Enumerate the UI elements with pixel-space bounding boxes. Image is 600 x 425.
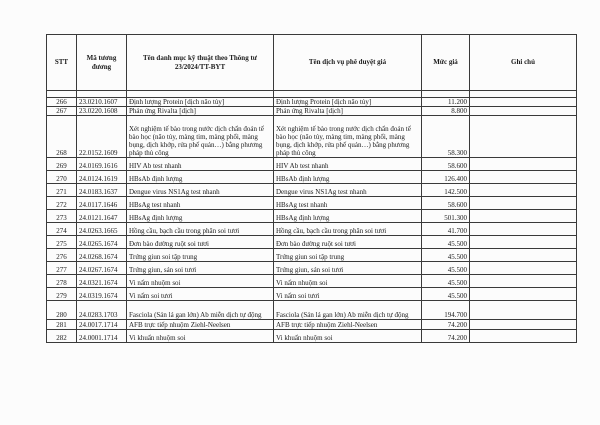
table-row (47, 158, 577, 171)
header-service-name: Tên dịch vụ phê duyệt giá (274, 35, 422, 91)
row-service-name: AFB trực tiếp nhuộm Ziehl-Neelsen (274, 320, 422, 330)
row-code: 24.0001.1714 (77, 330, 127, 343)
row-name-circular: Vi nấm nhuộm soi (127, 275, 274, 288)
row-price: 45.500 (422, 288, 470, 301)
table-row (47, 236, 577, 249)
row-note (470, 197, 577, 210)
row-note (470, 223, 577, 236)
row-service-name: Vi nấm nhuộm soi (274, 275, 422, 288)
row-price: 45.500 (422, 275, 470, 288)
row-price: 142.500 (422, 184, 470, 197)
row-note (470, 98, 577, 107)
header-price: Mức giá (422, 35, 470, 91)
table-body (47, 98, 577, 343)
row-stt: 278 (47, 275, 77, 288)
row-service-name: Vi nấm soi tươi (274, 288, 422, 301)
row-price: 45.500 (422, 262, 470, 275)
header-code: Mã tương đương (77, 35, 127, 91)
row-note (470, 158, 577, 171)
row-code: 24.0117.1646 (77, 197, 127, 210)
row-price: 11.200 (422, 98, 470, 107)
table-header-row (47, 35, 577, 91)
row-price: 74.200 (422, 330, 470, 343)
row-code: 24.0121.1647 (77, 210, 127, 223)
row-name-circular: Trứng giun soi tập trung (127, 249, 274, 262)
row-name-circular: Xét nghiệm tế bào trong nước dịch chẩn đoán tế bào học (não tủy, màng tim, màng phổi, màng bụng, dịch khớp, rửa phế quản…) bằng phương pháp thủ công (127, 116, 274, 158)
table-row (47, 223, 577, 236)
table-row (47, 184, 577, 197)
row-price: 194.700 (422, 301, 470, 320)
row-price: 41.700 (422, 223, 470, 236)
row-stt: 266 (47, 98, 77, 107)
row-name-circular: Trứng giun, sán soi tươi (127, 262, 274, 275)
row-code: 24.0319.1674 (77, 288, 127, 301)
row-stt: 274 (47, 223, 77, 236)
row-service-name: Dengue virus NS1Ag test nhanh (274, 184, 422, 197)
table-row (47, 107, 577, 116)
row-name-circular: Hồng cầu, bạch cầu trong phân soi tươi (127, 223, 274, 236)
row-name-circular: HIV Ab test nhanh (127, 158, 274, 171)
row-code: 24.0267.1674 (77, 262, 127, 275)
row-stt: 270 (47, 171, 77, 184)
row-service-name: Trứng giun soi tập trung (274, 249, 422, 262)
row-note (470, 275, 577, 288)
row-stt: 282 (47, 330, 77, 343)
row-price: 126.400 (422, 171, 470, 184)
row-stt: 281 (47, 320, 77, 330)
row-code: 23.0220.1608 (77, 107, 127, 116)
row-stt: 280 (47, 301, 77, 320)
row-price: 74.200 (422, 320, 470, 330)
row-name-circular: Định lượng Protein [dịch não tủy] (127, 98, 274, 107)
header-name-circular: Tên danh mục kỹ thuật theo Thông tư 23/2024/TT-BYT (127, 35, 274, 91)
row-note (470, 210, 577, 223)
row-name-circular: Fasciola (Sán lá gan lớn) Ab miễn dịch tự động (127, 301, 274, 320)
row-name-circular: HBsAg test nhanh (127, 197, 274, 210)
row-note (470, 236, 577, 249)
row-price: 58.600 (422, 158, 470, 171)
header-gap-row (47, 91, 577, 98)
row-price: 501.300 (422, 210, 470, 223)
row-price: 58.600 (422, 197, 470, 210)
row-code: 24.0183.1637 (77, 184, 127, 197)
table-row (47, 197, 577, 210)
row-note (470, 184, 577, 197)
row-code: 24.0124.1619 (77, 171, 127, 184)
row-name-circular: AFB trực tiếp nhuộm Ziehl-Neelsen (127, 320, 274, 330)
row-name-circular: Vi nấm soi tươi (127, 288, 274, 301)
row-service-name: HBsAg test nhanh (274, 197, 422, 210)
table-row (47, 210, 577, 223)
row-code: 24.0268.1674 (77, 249, 127, 262)
header-note: Ghi chú (470, 35, 577, 91)
row-code: 24.0321.1674 (77, 275, 127, 288)
table-row (47, 262, 577, 275)
row-code: 22.0152.1609 (77, 116, 127, 158)
row-stt: 277 (47, 262, 77, 275)
row-note (470, 330, 577, 343)
row-note (470, 262, 577, 275)
row-service-name: Hồng cầu, bạch cầu trong phân soi tươi (274, 223, 422, 236)
table-row (47, 249, 577, 262)
table-row (47, 275, 577, 288)
row-name-circular: Đơn bào đường ruột soi tươi (127, 236, 274, 249)
row-code: 24.0283.1703 (77, 301, 127, 320)
row-service-name: HBsAg định lượng (274, 210, 422, 223)
row-code: 23.0210.1607 (77, 98, 127, 107)
row-code: 24.0263.1665 (77, 223, 127, 236)
row-note (470, 288, 577, 301)
row-code: 24.0265.1674 (77, 236, 127, 249)
row-note (470, 171, 577, 184)
table-row (47, 288, 577, 301)
row-note (470, 249, 577, 262)
row-stt: 268 (47, 116, 77, 158)
table-row (47, 301, 577, 320)
row-price: 45.500 (422, 249, 470, 262)
row-service-name: Vi khuẩn nhuộm soi (274, 330, 422, 343)
row-code: 24.0017.1714 (77, 320, 127, 330)
row-price: 45.500 (422, 236, 470, 249)
row-name-circular: HBsAg định lượng (127, 210, 274, 223)
table-row (47, 330, 577, 343)
row-stt: 276 (47, 249, 77, 262)
row-note (470, 301, 577, 320)
row-service-name: Đơn bào đường ruột soi tươi (274, 236, 422, 249)
row-service-name: Định lượng Protein [dịch não tủy] (274, 98, 422, 107)
row-stt: 271 (47, 184, 77, 197)
row-name-circular: Dengue virus NS1Ag test nhanh (127, 184, 274, 197)
table-row (47, 171, 577, 184)
price-table (46, 34, 577, 343)
row-name-circular: HBsAb định lượng (127, 171, 274, 184)
row-note (470, 320, 577, 330)
row-service-name: HBsAb định lượng (274, 171, 422, 184)
row-price: 58.300 (422, 116, 470, 158)
row-note (470, 107, 577, 116)
row-service-name: Xét nghiệm tế bào trong nước dịch chẩn đoán tế bào học (não tủy, màng tim, màng phổi, màng bụng, dịch khớp, rửa phế quản…) bằng phương pháp thủ công (274, 116, 422, 158)
row-stt: 272 (47, 197, 77, 210)
row-stt: 273 (47, 210, 77, 223)
table-row (47, 98, 577, 107)
row-stt: 267 (47, 107, 77, 116)
row-price: 8.800 (422, 107, 470, 116)
row-stt: 275 (47, 236, 77, 249)
row-name-circular: Phản ứng Rivalta [dịch] (127, 107, 274, 116)
row-service-name: HIV Ab test nhanh (274, 158, 422, 171)
row-code: 24.0169.1616 (77, 158, 127, 171)
row-service-name: Trứng giun, sán soi tươi (274, 262, 422, 275)
header-stt: STT (47, 35, 77, 91)
row-note (470, 116, 577, 158)
row-service-name: Fasciola (Sán lá gan lớn) Ab miễn dịch tự động (274, 301, 422, 320)
row-service-name: Phản ứng Rivalta [dịch] (274, 107, 422, 116)
table-row (47, 320, 577, 330)
row-stt: 269 (47, 158, 77, 171)
row-name-circular: Vi khuẩn nhuộm soi (127, 330, 274, 343)
row-stt: 279 (47, 288, 77, 301)
table-row (47, 116, 577, 158)
